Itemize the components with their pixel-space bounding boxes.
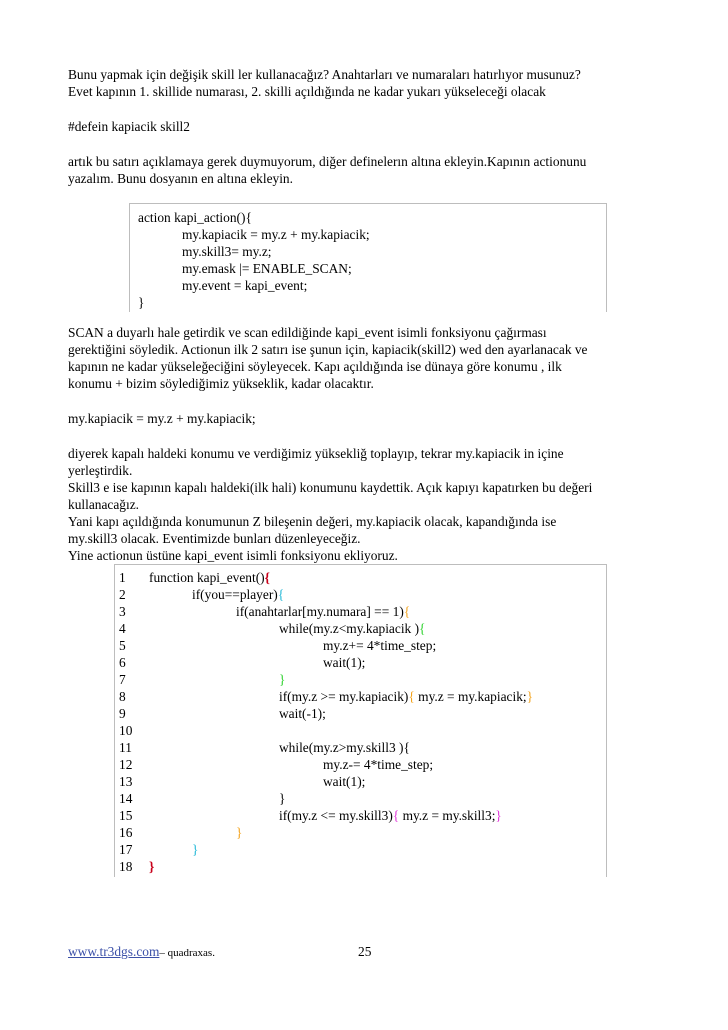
line-number: 8 — [119, 689, 126, 704]
footer-author: – quadraxas. — [159, 947, 215, 959]
paragraph-line: gerektiğini söyledik. Actionun ilk 2 satırı ise şunun için, kapiacik(skill2) wed den ayarlanacak ve — [68, 342, 588, 357]
line-number: 16 — [119, 825, 133, 840]
code-line: } — [236, 825, 243, 840]
page-footer — [68, 944, 215, 960]
action-code-block — [129, 203, 607, 312]
paragraph-line: konumu + bizim söylediğimiz yükseklik, kadar olacaktır. — [68, 376, 374, 391]
line-number: 10 — [119, 723, 133, 738]
code-line: function kapi_event(){ — [149, 570, 270, 585]
line-number: 5 — [119, 638, 126, 653]
line-number: 9 — [119, 706, 126, 721]
define-line: #defein kapiacik skill2 — [68, 119, 190, 134]
paragraph-line: Evet kapının 1. skillide numarası, 2. skilli açıldığında ne kadar yukarı yükseleceği olacak — [68, 84, 546, 99]
code-line: my.skill3= my.z; — [182, 244, 272, 259]
code-line: if(you==player){ — [192, 587, 285, 602]
footer-link[interactable]: www.tr3dgs.com — [68, 944, 160, 959]
code-line: action kapi_action(){ — [138, 210, 252, 225]
paragraph-line: Yani kapı açıldığında konumunun Z bileşenin değeri, my.kapiacik olacak, kapandığında ise — [68, 514, 557, 529]
code-statement-line: my.kapiacik = my.z + my.kapiacik; — [68, 411, 256, 426]
code-line: while(my.z>my.skill3 ){ — [279, 740, 410, 755]
line-number: 2 — [119, 587, 126, 602]
page-number: 25 — [358, 944, 372, 959]
paragraph-line: yazalım. Bunu dosyanın en altına ekleyin. — [68, 171, 293, 186]
line-number: 7 — [119, 672, 126, 687]
line-number: 6 — [119, 655, 126, 670]
code-line: wait(1); — [323, 655, 366, 670]
paragraph-line: my.skill3 olacak. Eventimizde bunları düzenleyeceğiz. — [68, 531, 361, 546]
code-line: if(anahtarlar[my.numara] == 1){ — [236, 604, 411, 619]
code-line: while(my.z<my.kapiacik ){ — [279, 621, 426, 636]
paragraph-line: Bunu yapmak için değişik skill ler kullanacağız? Anahtarları ve numaraları hatırlıyor musunuz? — [68, 67, 581, 82]
code-line: my.event = kapi_event; — [182, 278, 308, 293]
code-line: my.kapiacik = my.z + my.kapiacik; — [182, 227, 370, 242]
line-number: 13 — [119, 774, 133, 789]
code-line: wait(1); — [323, 774, 366, 789]
code-line: if(my.z >= my.kapiacik){ my.z = my.kapiacik;} — [279, 689, 534, 704]
code-line: my.z-= 4*time_step; — [323, 757, 434, 772]
code-line: } — [138, 295, 145, 310]
code-line: my.z+= 4*time_step; — [323, 638, 437, 653]
paragraph-line: kullanacağız. — [68, 497, 140, 512]
code-line: my.emask |= ENABLE_SCAN; — [182, 261, 352, 276]
paragraph-line: Skill3 e ise kapının kapalı haldeki(ilk hali) konumunu kaydettik. Açık kapıyı kapatırken bu değeri — [68, 480, 593, 495]
event-code-block — [114, 564, 607, 877]
paragraph-line: SCAN a duyarlı hale getirdik ve scan edildiğinde kapi_event isimli fonksiyonu çağırması — [68, 325, 547, 340]
line-number: 4 — [119, 621, 126, 636]
line-number: 11 — [119, 740, 132, 755]
line-number: 1 — [119, 570, 126, 585]
code-line: } — [279, 791, 286, 806]
code-line: if(my.z <= my.skill3){ my.z = my.skill3;} — [279, 808, 502, 823]
line-number: 12 — [119, 757, 133, 772]
paragraph-line: diyerek kapalı haldeki konumu ve verdiğimiz yüksekliğ toplayıp, tekrar my.kapiacik in içine — [68, 446, 564, 461]
paragraph-line: artık bu satırı açıklamaya gerek duymuyorum, diğer definelerın altına ekleyin.Kapının actionunu — [68, 154, 587, 169]
line-number: 17 — [119, 842, 133, 857]
code-line: } — [279, 672, 286, 687]
paragraph-line: kapının ne kadar yükseleğeciğini söyleyecek. Kapı açıldığında ise dünaya göre konumu , ilk — [68, 359, 562, 374]
line-number: 14 — [119, 791, 133, 806]
code-line: } — [192, 842, 199, 857]
code-line: wait(-1); — [279, 706, 326, 721]
line-number: 18 — [119, 859, 133, 874]
line-number: 3 — [119, 604, 126, 619]
paragraph-line: yerleştirdik. — [68, 463, 133, 478]
paragraph-line: Yine actionun üstüne kapi_event isimli fonksiyonu ekliyoruz. — [68, 548, 398, 563]
code-line: } — [149, 859, 155, 874]
line-number: 15 — [119, 808, 133, 823]
